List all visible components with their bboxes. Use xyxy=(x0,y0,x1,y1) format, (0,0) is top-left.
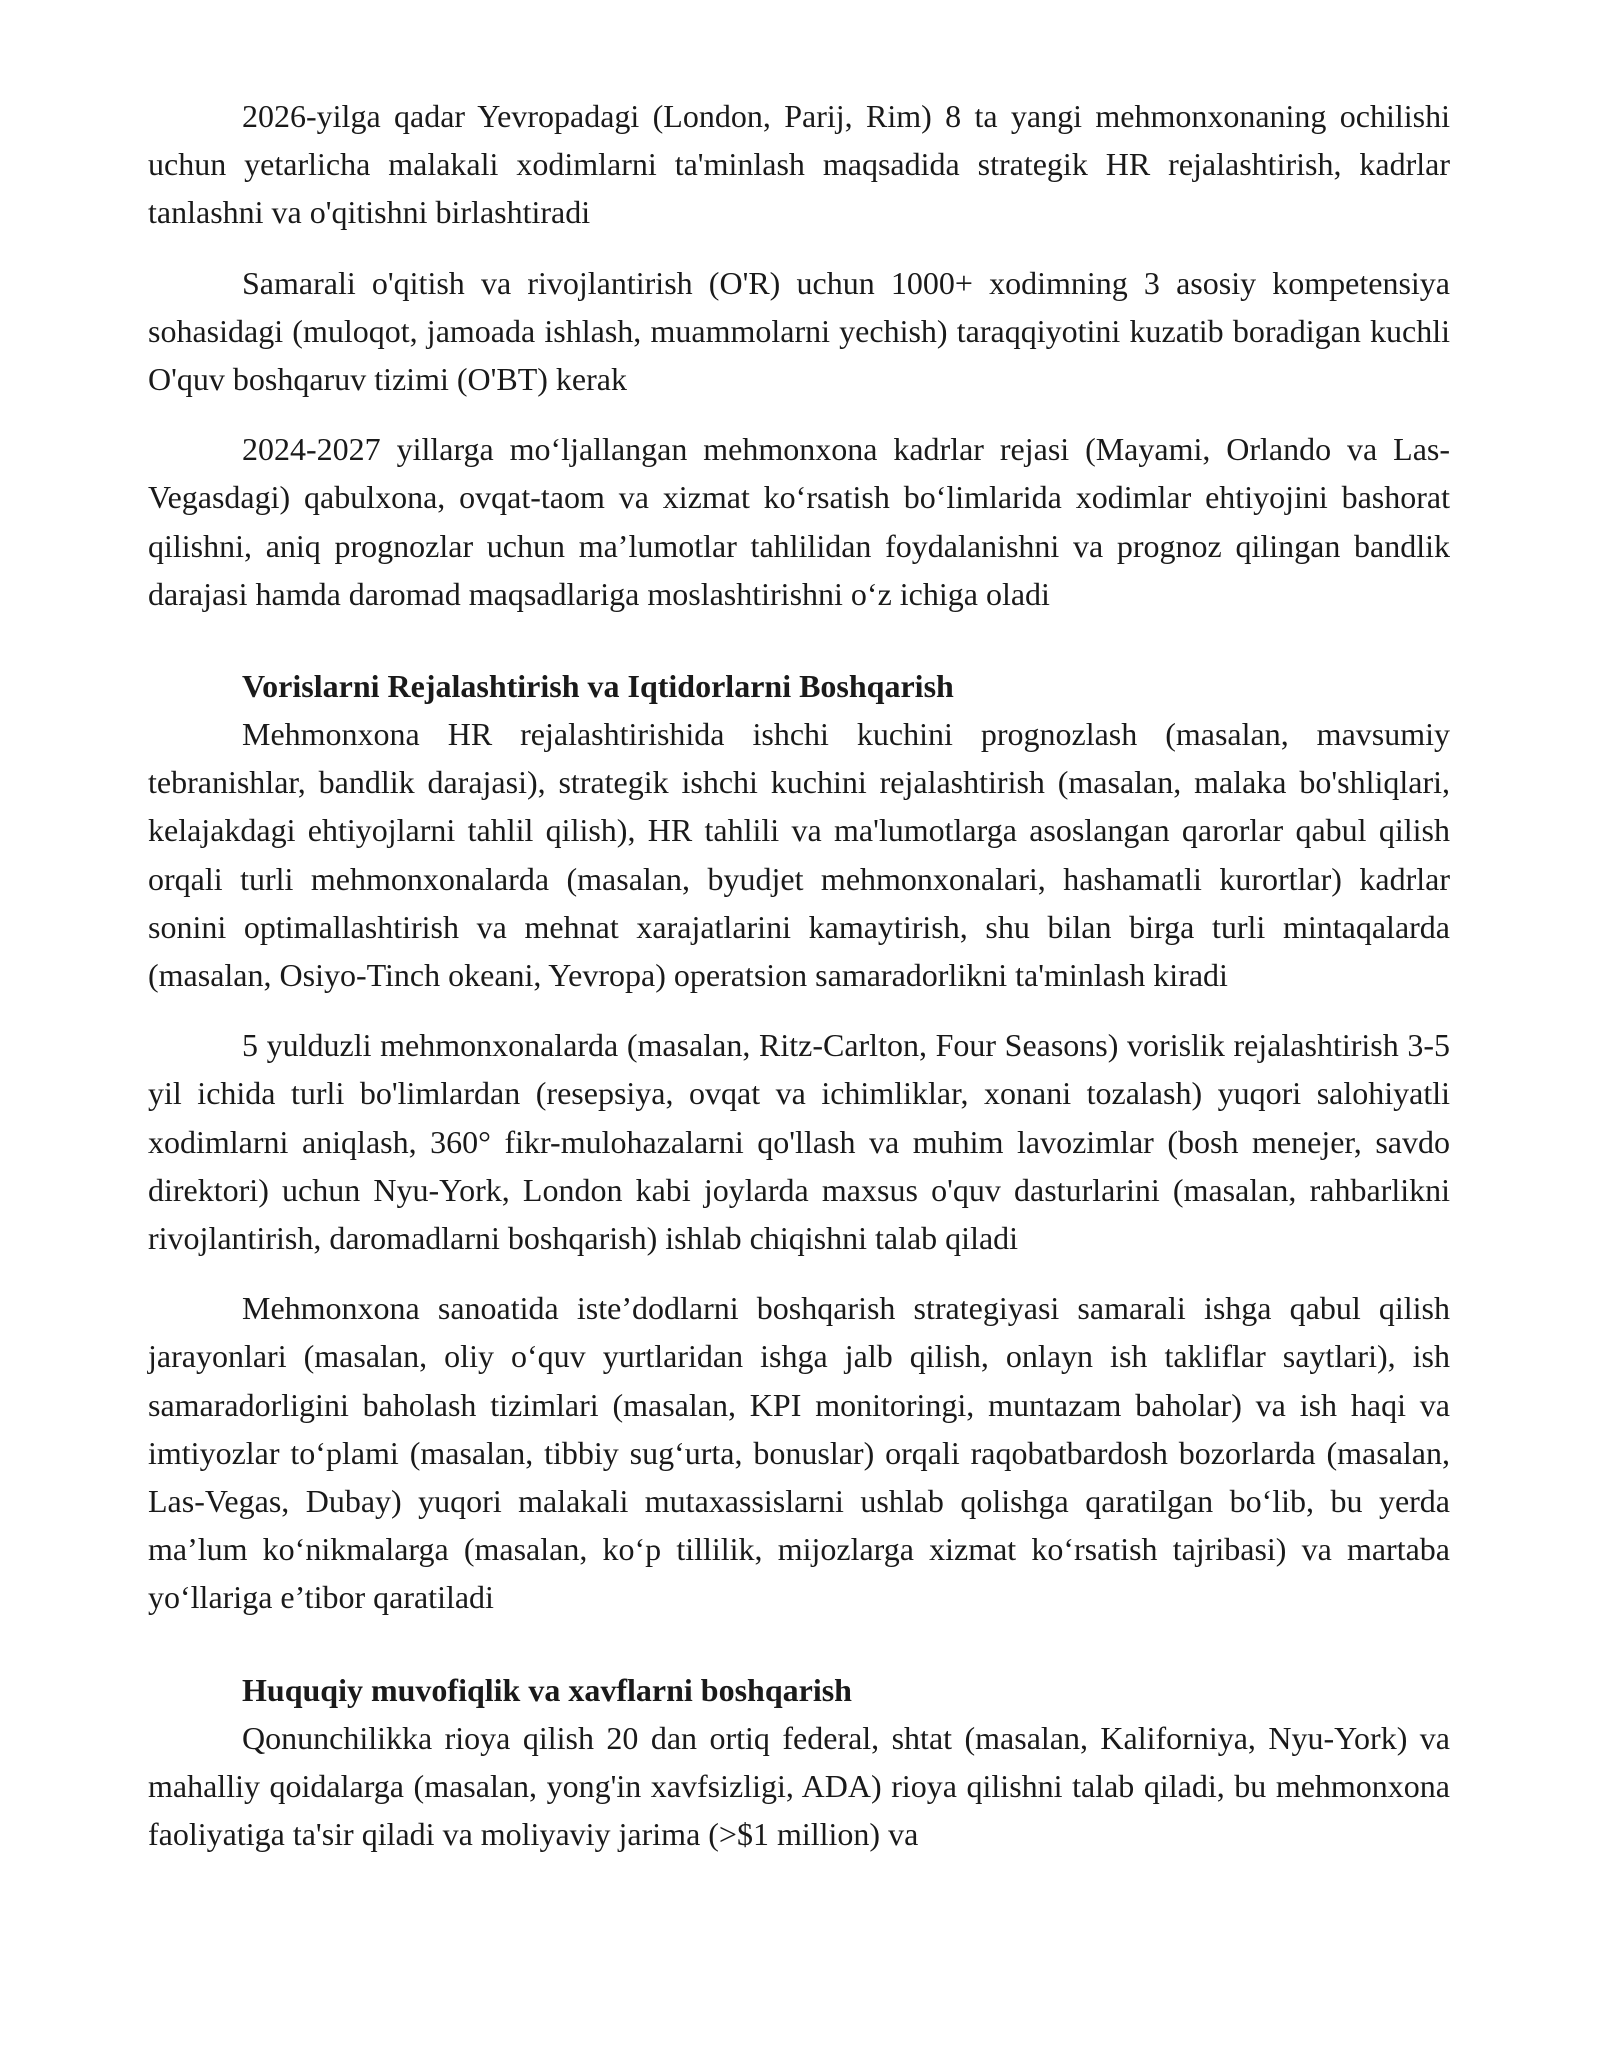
paragraph-workforce-forecasting: Mehmonxona HR rejalashtirishida ishchi kuchini prognozlash (masalan, mavsumiy tebranishlar, bandlik darajasi), strategik ishchi kuchini rejalashtirish (masalan, malaka bo'shliqlari, kelajakdagi ehtiyojlarni tahlil qilish), HR tahlili va ma'lumotlarga asoslangan qarorlar qabul qilish orqali turli mehmonxonalarda (masalan, byudjet mehmonxonalari, hashamatli kurortlar) kadrlar sonini optimallashtirish va mehnat xarajatlarini kamaytirish, shu bilan birga turli mintaqalarda (masalan, Osiyo-Tinch okeani, Yevropa) operatsion samaradorlikni ta'minlash kiradi xyxy=(148,716,1450,994)
paragraph-europe-hotels: 2026-yilga qadar Yevropadagi (London, Parij, Rim) 8 ta yangi mehmonxonaning ochilishi uchun yetarlicha malakali xodimlarni ta'minlash maqsadida strategik HR rejalashtirish, kadrlar tanlashni va o'qitishni birlashtiradi xyxy=(148,98,1450,231)
paragraph-legal-compliance: Qonunchilikka rioya qilish 20 dan ortiq federal, shtat (masalan, Kaliforniya, Nyu-York) va mahalliy qoidalarga (masalan, yong'in xavfsizligi, ADA) rioya qilishni talab qiladi, bu mehmonxona faoliyatiga ta'sir qiladi va moliyaviy jarima (>$1 million) va xyxy=(148,1719,1450,1853)
paragraph-training-lms: Samarali o'qitish va rivojlantirish (O'R) uchun 1000+ xodimning 3 asosiy kompetensiya sohasidagi (muloqot, jamoada ishlash, muammolarni yechish) taraqqiyotini kuzatib boradigan kuchli O'quv boshqaruv tizimi (O'BT) kerak xyxy=(148,264,1450,398)
paragraph-staffing-plan: 2024-2027 yillarga mo‘ljallangan mehmonxona kadrlar rejasi (Mayami, Orlando va Las-Vegasdagi) qabulxona, ovqat-taom va xizmat ko‘rsatish bo‘limlarida xodimlar ehtiyojini bashorat qilishni, aniq prognozlar uchun ma’lumotlar tahlilidan foydalanishni va prognoz qilingan bandlik darajasi hamda daromad maqsadlariga moslashtirishni o‘z ichiga oladi xyxy=(148,431,1450,612)
paragraph-talent-management: Mehmonxona sanoatida iste’dodlarni boshqarish strategiyasi samarali ishga qabul qilish jarayonlari (masalan, oliy o‘quv yurtlaridan ishga jalb qilish, onlayn ish takliflar saytlari), ish samaradorligini baholash tizimlari (masalan, KPI monitoringi, muntazam baholar) va ish haqi va imtiyozlar to‘plami (masalan, tibbiy sug‘urta, bonuslar) orqali raqobatbardosh bozorlarda (masalan, Las-Vegas, Dubay) yuqori malakali mutaxassislarni ushlab qolishga qaratilgan bo‘lib, bu yerda ma’lum ko‘nikmalarga (masalan, ko‘p tillilik, mijozlarga xizmat ko‘rsatish tajribasi) va martaba yo‘llariga e’tibor qaratiladi xyxy=(148,1290,1450,1616)
document-page xyxy=(148,92,1450,1858)
section-heading-legal-compliance: Huquqiy muvofiqlik va xavflarni boshqarish xyxy=(242,1671,852,1708)
section-heading-succession: Vorislarni Rejalashtirish va Iqtidorlarni Boshqarish xyxy=(242,668,954,705)
paragraph-succession-planning: 5 yulduzli mehmonxonalarda (masalan, Ritz-Carlton, Four Seasons) vorislik rejalashtirish 3-5 yil ichida turli bo'limlardan (resepsiya, ovqat va ichimliklar, xonani tozalash) yuqori salohiyatli xodimlarni aniqlash, 360° fikr-mulohazalarni qo'llash va muhim lavozimlar (bosh menejer, savdo direktori) uchun Nyu-York, London kabi joylarda maxsus o'quv dasturlarini (masalan, rahbarlikni rivojlantirish, daromadlarni boshqarish) ishlab chiqishni talab qiladi xyxy=(148,1027,1450,1257)
